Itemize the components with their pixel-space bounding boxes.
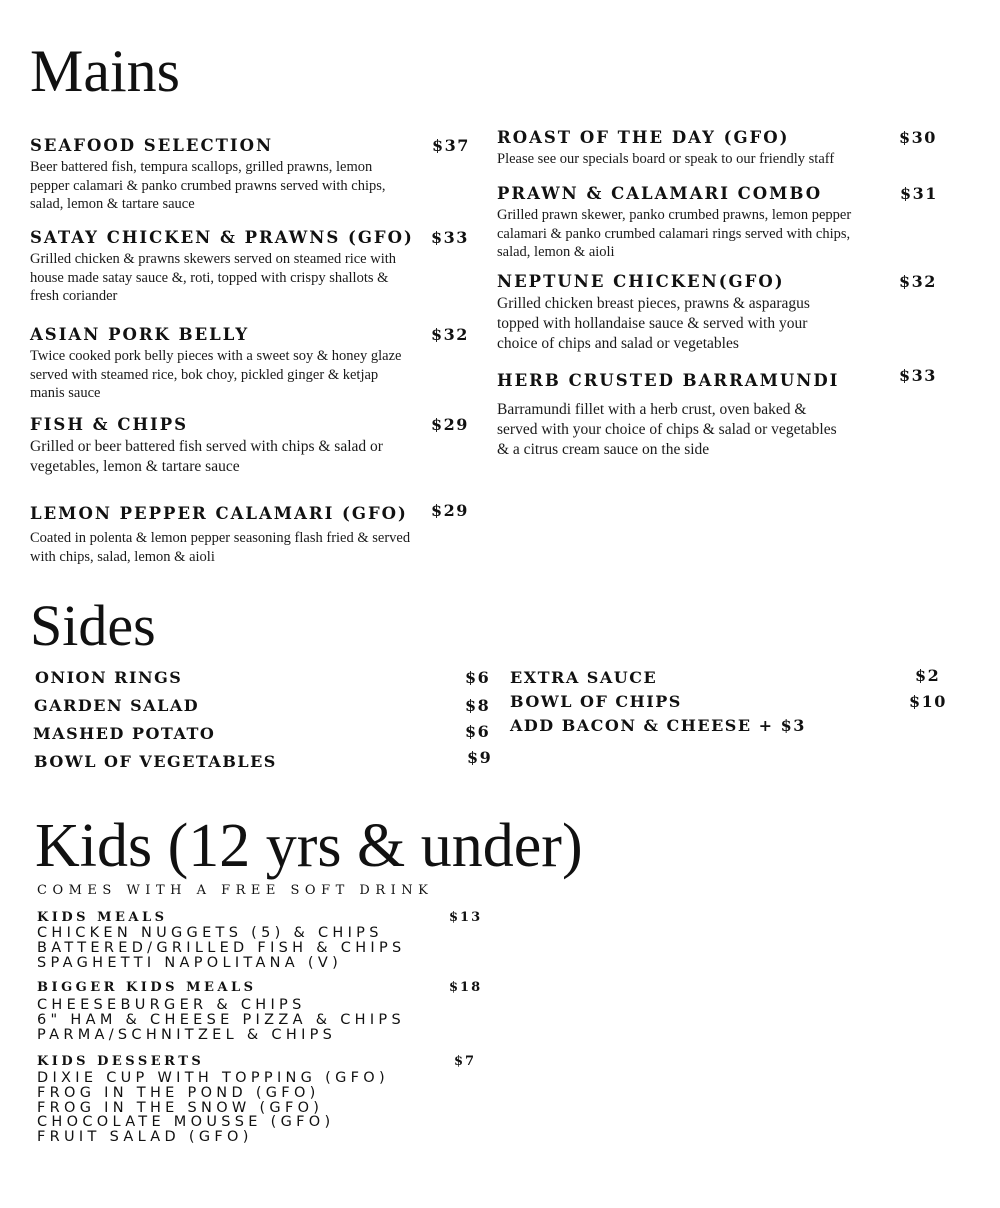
side-extra-sauce-name: EXTRA SAUCE [510,668,658,687]
side-bowl-of-vegetables-name: BOWL OF VEGETABLES [34,752,277,771]
list-item: CHICKEN NUGGETS (5) & CHIPS [37,925,383,941]
item-price: $31 [900,184,938,203]
kids-group-kids-desserts-price: $7 [454,1054,477,1069]
list-item: BATTERED/GRILLED FISH & CHIPS [37,939,406,956]
item-description: Barramundi fillet with a herb crust, oven baked & served with your choice of chips & salad or vegetables & a citrus cream sauce on the side [497,401,837,458]
menu-item-roast-of-the-day [497,128,937,169]
item-description: Please see our specials board or speak to our friendly staff [497,151,835,167]
side-mashed-potato-name: MASHED POTATO [33,724,216,743]
bigger-kids-meals-list [37,998,405,1042]
item-name: PRAWN & CALAMARI COMBO [497,184,823,203]
menu-item-lemon-pepper-calamari [30,501,470,566]
mains-title: Mains [30,38,180,104]
side-garden-salad-name: GARDEN SALAD [34,696,200,715]
kids-desserts-list [37,1071,389,1145]
item-description: Beer battered fish, tempura scallops, grilled prawns, lemon pepper calamari & panko crumbed prawns served with chips, salad, lemon & tartare sauce [30,159,386,212]
item-description: Grilled prawn skewer, panko crumbed prawns, lemon pepper calamari & panko crumbed calamari rings served with chips, salad, lemon & aioli [497,207,852,260]
menu-item-prawn-calamari-combo [497,184,937,262]
side-add-bacon-cheese: ADD BACON & CHEESE + $3 [510,716,806,735]
kids-group-bigger-kids-meals: BIGGER KIDS MEALS [37,980,257,995]
item-name: SEAFOOD SELECTION [30,136,274,155]
kids-group-kids-desserts: KIDS DESSERTS [37,1054,205,1069]
kids-group-kids-meals: KIDS MEALS [37,910,168,925]
item-name: SATAY CHICKEN & PRAWNS (GFO) [30,228,414,247]
list-item: FROG IN THE SNOW (GFO) [37,1099,324,1116]
side-bowl-of-vegetables-price: $9 [467,748,493,767]
list-item: CHOCOLATE MOUSSE (GFO) [37,1114,335,1131]
item-name: FISH & CHIPS [30,415,189,434]
item-price: $37 [432,136,470,155]
list-item: 6" HAM & CHEESE PIZZA & CHIPS [37,1011,405,1028]
side-mashed-potato-price: $6 [465,722,491,741]
sides-title: Sides [30,593,156,658]
menu-item-herb-crusted-barramundi [497,366,937,460]
list-item: FRUIT SALAD (GFO) [37,1129,253,1146]
kids-subtitle: COMES WITH A FREE SOFT DRINK [37,883,434,898]
list-item: PARMA/SCHNITZEL & CHIPS [37,1026,337,1043]
item-price: $29 [431,415,469,434]
menu-item-seafood-selection [30,136,470,214]
item-name: NEPTUNE CHICKEN(GFO) [497,272,785,291]
kids-group-bigger-kids-meals-price: $18 [449,980,483,995]
kids-group-kids-meals-price: $13 [449,910,483,925]
side-bowl-of-chips-price: $10 [909,692,947,711]
item-name: ASIAN PORK BELLY [30,325,250,344]
side-garden-salad-price: $8 [465,696,491,715]
list-item: FROG IN THE POND (GFO) [37,1084,320,1101]
item-price: $33 [431,228,469,247]
menu-item-fish-chips [30,415,470,477]
item-name: HERB CRUSTED BARRAMUNDI [497,371,840,390]
list-item: SPAGHETTI NAPOLITANA (V) [37,954,343,971]
item-price: $32 [431,325,469,344]
item-description: Grilled chicken breast pieces, prawns & asparagus topped with hollandaise sauce & served with your choice of chips and salad or vegetables [497,295,810,352]
kids-title: Kids (12 yrs & under) [35,812,583,880]
item-description: Grilled or beer battered fish served with chips & salad or vegetables, lemon & tartare sauce [30,438,383,475]
item-price: $33 [899,366,937,385]
side-extra-sauce-price: $2 [915,666,941,685]
menu-item-neptune-chicken [497,272,937,354]
kids-meals-list [37,926,406,970]
item-price: $29 [431,501,469,520]
side-onion-rings-price: $6 [465,668,491,687]
side-onion-rings-name: ONION RINGS [35,668,183,687]
item-name: ROAST OF THE DAY (GFO) [497,128,790,147]
item-price: $32 [899,272,937,291]
list-item: CHEESEBURGER & CHIPS [37,997,306,1013]
menu-item-satay-chicken-prawns [30,228,470,306]
item-description: Grilled chicken & prawns skewers served on steamed rice with house made satay sauce &, roti, topped with crispy shallots & fresh coriander [30,251,397,304]
item-description: Twice cooked pork belly pieces with a sweet soy & honey glaze served with steamed rice, bok choy, pickled ginger & ketjap manis sauce [30,348,402,401]
item-price: $30 [899,128,937,147]
item-name: LEMON PEPPER CALAMARI (GFO) [30,504,408,523]
menu-item-asian-pork-belly [30,325,470,403]
item-description: Coated in polenta & lemon pepper seasoning flash fried & served with chips, salad, lemon & aioli [30,530,411,565]
list-item: DIXIE CUP WITH TOPPING (GFO) [37,1070,389,1086]
side-bowl-of-chips-name: BOWL OF CHIPS [510,692,682,711]
